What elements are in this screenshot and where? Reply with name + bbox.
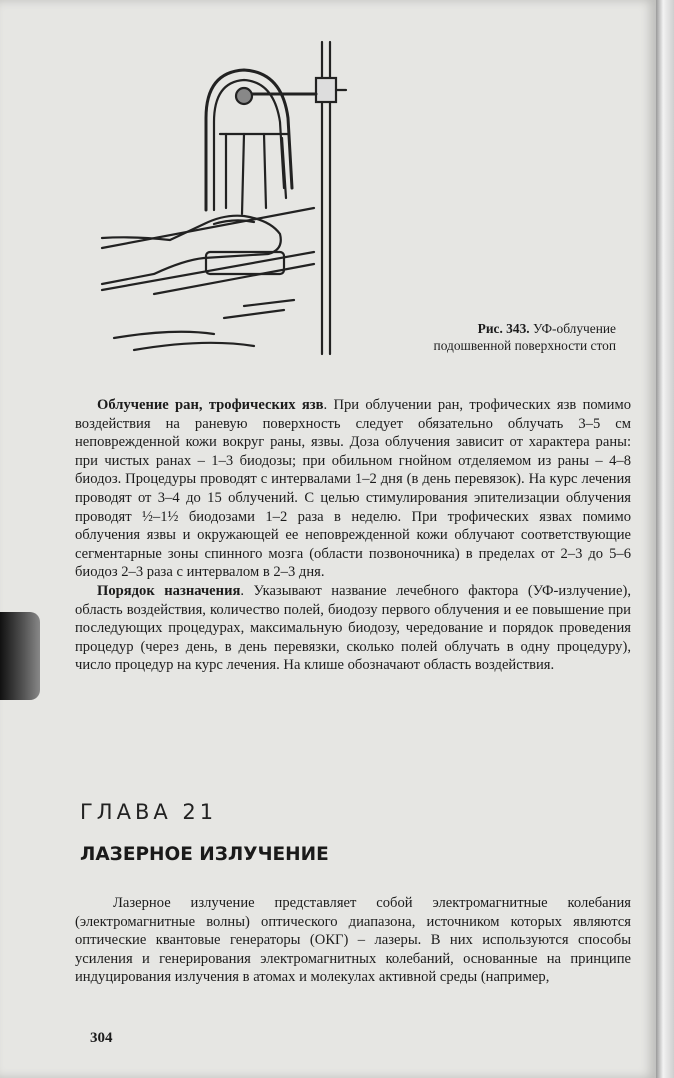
paragraph-wound-irradiation bbox=[75, 396, 631, 582]
run-in-heading: Порядок назначения bbox=[97, 582, 241, 599]
page-edge bbox=[656, 0, 674, 1078]
figure-caption-line2: подошвенной поверхности стоп bbox=[433, 338, 616, 353]
figure-caption-line1: УФ-облучение bbox=[532, 321, 616, 336]
paragraph-text: . Указывают название лечебного фактора (УФ-излучение), область воздействия, количество полей, биодозу первого облучения и ее повышение при последующих процедурах, максимальную биодозу, чередование и порядок проведения процедур (через день, в день перевязки, сколько полей облучать в одну процедуру), число процедур на курс лечения. На клише обозначают область воздействия. bbox=[75, 582, 631, 674]
run-in-heading: Облучение ран, трофических язв bbox=[97, 397, 324, 413]
chapter-intro bbox=[75, 894, 631, 987]
paragraph-prescription-order bbox=[75, 582, 631, 675]
section-body bbox=[75, 396, 631, 675]
chapter-title: ЛАЗЕРНОЕ ИЗЛУЧЕНИЕ bbox=[80, 844, 329, 865]
chapter-number: ГЛАВА 21 bbox=[80, 800, 218, 824]
page-number: 304 bbox=[90, 1030, 113, 1046]
paragraph-text: . При облучении ран, трофических язв помимо воздействия на раневую поверхность следует обязательно облучать 3–5 см неповрежденной кожи вокруг раны, язвы. Доза облучения зависит от характера раны: при чистых ранах – 1–3 биодозы; при обильном гнойном отделяемом из раны – 4–8 биодоз. Процедуры проводят с интервалами 1–2 дня (в день перевязок). На курс лечения проводят от 3–4 до 15 облучений. С целью стимулирования эпителизации облучения проводят ½–1½ биодозами 1–2 раза в неделю. При трофических язвах помимо облучения язвы и окружающей ее неповрежденной кожи облучают соответствующие сегментарные зоны спинного мозга (области позвоночника) в пределах от 2–3 до 5–6 биодоз 2–3 раза с интервалом в 2–3 дня. bbox=[75, 397, 631, 581]
book-tab-marker bbox=[0, 612, 40, 700]
uv-lamp-foot-illustration bbox=[94, 38, 364, 356]
figure-caption bbox=[356, 320, 616, 354]
intro-paragraph: Лазерное излучение представляет собой электромагнитные колебания (электромагнитные волны) оптического диапазона, источником которых являются оптические квантовые генераторы (ОКГ) – лазеры. В них используются способы усиления и генерирования электромагнитных колебаний, основанные на принципе индуцирования излучения в атомах и молекулах активной среды (например, bbox=[75, 895, 631, 986]
figure-label: Рис. 343. bbox=[477, 321, 530, 336]
